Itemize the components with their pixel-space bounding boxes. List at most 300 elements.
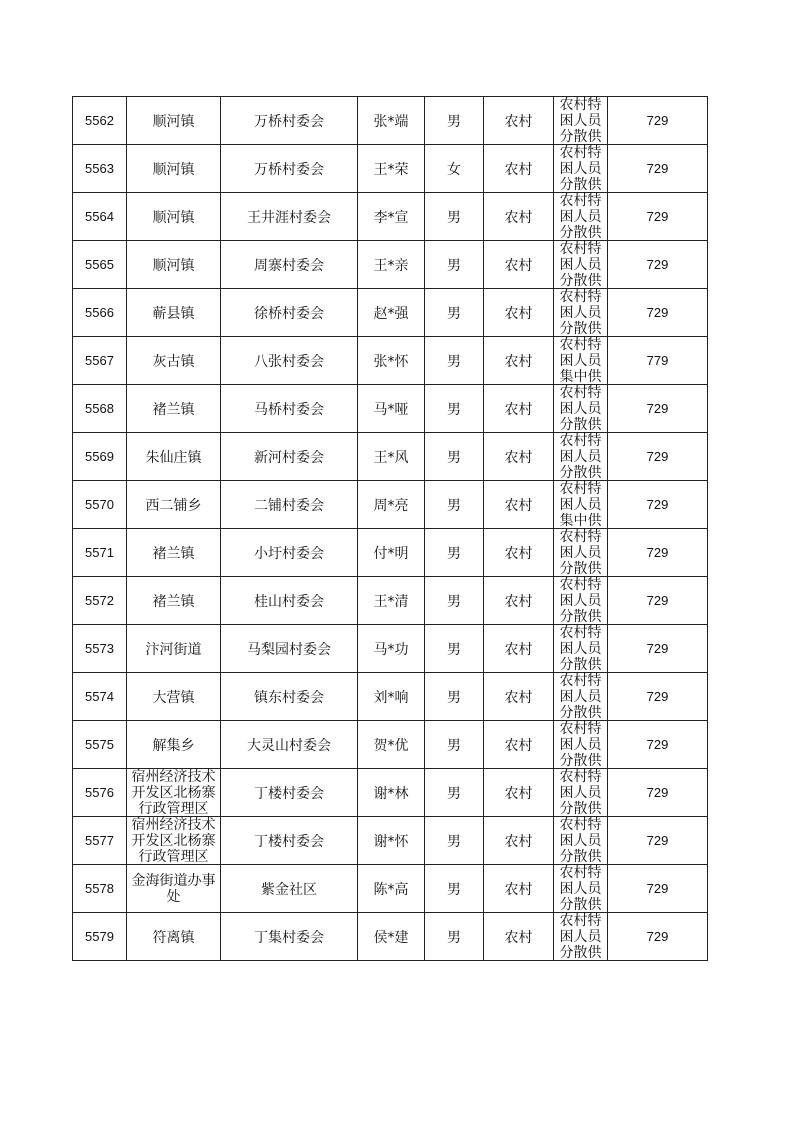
amount-cell: 729	[646, 737, 669, 752]
residence-type: 农村	[504, 689, 533, 706]
village-cell: 丁楼村委会	[254, 833, 324, 850]
amount-cell-container	[608, 529, 708, 577]
gender-cell-container	[425, 769, 484, 817]
village-cell-container	[221, 865, 358, 913]
record-id: 5570	[85, 497, 114, 512]
village-cell-container	[221, 385, 358, 433]
person-name-container	[358, 577, 425, 625]
record-id-container	[73, 769, 127, 817]
gender-cell-container	[425, 577, 484, 625]
person-name: 王*清	[373, 593, 409, 610]
town-cell-container	[127, 193, 221, 241]
gender-cell-container	[425, 529, 484, 577]
gender-cell-container	[425, 241, 484, 289]
town-cell-container	[127, 145, 221, 193]
person-name: 贺*优	[373, 737, 409, 754]
support-category: 农村特困人员分散供	[559, 865, 602, 912]
gender-cell: 男	[447, 305, 461, 322]
record-id: 5573	[85, 641, 114, 656]
amount-cell: 729	[646, 641, 669, 656]
village-cell-container	[221, 817, 358, 865]
record-id: 5564	[85, 209, 114, 224]
town-cell: 宿州经济技术开发区北杨寨行政管理区	[131, 817, 216, 864]
support-category-container	[554, 193, 608, 241]
support-category: 农村特困人员集中供	[559, 481, 602, 528]
town-cell: 西二铺乡	[145, 497, 202, 514]
person-name-container	[358, 385, 425, 433]
residence-type-container	[484, 481, 554, 529]
person-name: 张*怀	[373, 353, 409, 370]
town-cell-container	[127, 337, 221, 385]
person-name-container	[358, 817, 425, 865]
village-cell-container	[221, 337, 358, 385]
record-id: 5566	[85, 305, 114, 320]
village-cell-container	[221, 433, 358, 481]
record-id: 5565	[85, 257, 114, 272]
town-cell: 褚兰镇	[152, 593, 195, 610]
support-category-container	[554, 769, 608, 817]
village-cell-container	[221, 673, 358, 721]
support-category: 农村特困人员分散供	[559, 289, 602, 336]
record-id: 5571	[85, 545, 114, 560]
residence-type-container	[484, 769, 554, 817]
table-row	[73, 145, 708, 193]
village-cell-container	[221, 145, 358, 193]
town-cell: 顺河镇	[152, 209, 195, 226]
village-cell-container	[221, 721, 358, 769]
village-cell: 王井涯村委会	[247, 209, 331, 226]
village-cell-container	[221, 769, 358, 817]
person-name-container	[358, 241, 425, 289]
amount-cell: 729	[646, 593, 669, 608]
amount-cell: 729	[646, 833, 669, 848]
table-row	[73, 385, 708, 433]
town-cell: 汴河街道	[145, 641, 202, 658]
amount-cell-container	[608, 241, 708, 289]
village-cell: 马桥村委会	[254, 401, 324, 418]
amount-cell-container	[608, 193, 708, 241]
gender-cell: 男	[447, 929, 461, 946]
village-cell: 徐桥村委会	[254, 305, 324, 322]
record-id-container	[73, 433, 127, 481]
person-name: 李*宣	[373, 209, 409, 226]
record-id-container	[73, 865, 127, 913]
amount-cell-container	[608, 913, 708, 961]
person-name: 刘*响	[373, 689, 409, 706]
amount-cell: 729	[646, 305, 669, 320]
village-cell: 新河村委会	[254, 449, 324, 466]
amount-cell: 729	[646, 689, 669, 704]
amount-cell-container	[608, 673, 708, 721]
record-id-container	[73, 817, 127, 865]
table-body	[73, 97, 708, 961]
gender-cell-container	[425, 193, 484, 241]
gender-cell: 男	[447, 689, 461, 706]
support-category-container	[554, 817, 608, 865]
gender-cell-container	[425, 481, 484, 529]
village-cell: 丁集村委会	[254, 929, 324, 946]
village-cell-container	[221, 481, 358, 529]
gender-cell: 男	[447, 881, 461, 898]
support-category: 农村特困人员分散供	[559, 97, 602, 144]
town-cell-container	[127, 241, 221, 289]
person-name: 周*亮	[373, 497, 409, 514]
support-category-container	[554, 577, 608, 625]
table-row	[73, 241, 708, 289]
residence-type: 农村	[504, 401, 533, 418]
amount-cell-container	[608, 625, 708, 673]
support-category-container	[554, 241, 608, 289]
town-cell: 褚兰镇	[152, 401, 195, 418]
person-name: 张*端	[373, 113, 409, 130]
person-name: 谢*林	[373, 785, 409, 802]
support-category: 农村特困人员分散供	[559, 529, 602, 576]
table-row	[73, 769, 708, 817]
support-category-container	[554, 721, 608, 769]
gender-cell: 男	[447, 833, 461, 850]
village-cell-container	[221, 97, 358, 145]
table-row	[73, 865, 708, 913]
person-name: 谢*怀	[373, 833, 409, 850]
person-name-container	[358, 145, 425, 193]
support-category-container	[554, 481, 608, 529]
person-name: 侯*建	[373, 929, 409, 946]
amount-cell-container	[608, 337, 708, 385]
amount-cell: 729	[646, 929, 669, 944]
residence-type-container	[484, 241, 554, 289]
person-name-container	[358, 721, 425, 769]
village-cell: 桂山村委会	[254, 593, 324, 610]
person-name-container	[358, 433, 425, 481]
amount-cell-container	[608, 97, 708, 145]
person-name-container	[358, 289, 425, 337]
residence-type-container	[484, 913, 554, 961]
town-cell-container	[127, 433, 221, 481]
town-cell: 蕲县镇	[152, 305, 195, 322]
residence-type-container	[484, 721, 554, 769]
residence-type: 农村	[504, 545, 533, 562]
support-category: 农村特困人员分散供	[559, 673, 602, 720]
person-name: 赵*强	[373, 305, 409, 322]
town-cell: 顺河镇	[152, 257, 195, 274]
residence-type: 农村	[504, 209, 533, 226]
gender-cell-container	[425, 913, 484, 961]
village-cell-container	[221, 625, 358, 673]
record-id-container	[73, 721, 127, 769]
residence-type-container	[484, 97, 554, 145]
amount-cell: 729	[646, 209, 669, 224]
amount-cell: 779	[646, 353, 669, 368]
amount-cell: 729	[646, 161, 669, 176]
village-cell: 紫金社区	[261, 881, 317, 898]
person-name-container	[358, 673, 425, 721]
support-category: 农村特困人员分散供	[559, 577, 602, 624]
table-row	[73, 529, 708, 577]
gender-cell: 男	[447, 785, 461, 802]
amount-cell-container	[608, 865, 708, 913]
amount-cell: 729	[646, 113, 669, 128]
residence-type: 农村	[504, 881, 533, 898]
residence-type-container	[484, 289, 554, 337]
record-id: 5574	[85, 689, 114, 704]
support-category: 农村特困人员分散供	[559, 193, 602, 240]
amount-cell-container	[608, 385, 708, 433]
village-cell-container	[221, 289, 358, 337]
gender-cell-container	[425, 673, 484, 721]
record-id-container	[73, 385, 127, 433]
support-category-container	[554, 97, 608, 145]
support-category: 农村特困人员分散供	[559, 625, 602, 672]
support-category: 农村特困人员分散供	[559, 241, 602, 288]
table-row	[73, 337, 708, 385]
gender-cell: 男	[447, 209, 461, 226]
residence-type: 农村	[504, 593, 533, 610]
town-cell-container	[127, 625, 221, 673]
support-category: 农村特困人员分散供	[559, 433, 602, 480]
person-name-container	[358, 625, 425, 673]
support-category-container	[554, 433, 608, 481]
support-category: 农村特困人员集中供	[559, 337, 602, 384]
residence-type: 农村	[504, 161, 533, 178]
amount-cell-container	[608, 817, 708, 865]
residence-type: 农村	[504, 641, 533, 658]
support-category-container	[554, 385, 608, 433]
table-row	[73, 433, 708, 481]
person-name-container	[358, 529, 425, 577]
village-cell: 大灵山村委会	[247, 737, 331, 754]
village-cell-container	[221, 577, 358, 625]
residence-type: 农村	[504, 497, 533, 514]
support-category-container	[554, 625, 608, 673]
record-id: 5569	[85, 449, 114, 464]
table-row	[73, 97, 708, 145]
record-id-container	[73, 241, 127, 289]
record-id-container	[73, 289, 127, 337]
table-row	[73, 481, 708, 529]
amount-cell-container	[608, 769, 708, 817]
town-cell: 顺河镇	[152, 113, 195, 130]
town-cell-container	[127, 769, 221, 817]
residence-type: 农村	[504, 833, 533, 850]
gender-cell: 男	[447, 545, 461, 562]
amount-cell: 729	[646, 449, 669, 464]
record-id: 5567	[85, 353, 114, 368]
village-cell-container	[221, 193, 358, 241]
person-name-container	[358, 769, 425, 817]
residence-type-container	[484, 673, 554, 721]
town-cell: 大营镇	[152, 689, 195, 706]
village-cell-container	[221, 241, 358, 289]
residence-type-container	[484, 433, 554, 481]
town-cell-container	[127, 97, 221, 145]
residence-type: 农村	[504, 353, 533, 370]
records-table	[72, 96, 708, 961]
support-category-container	[554, 289, 608, 337]
gender-cell-container	[425, 337, 484, 385]
village-cell: 镇东村委会	[254, 689, 324, 706]
record-id: 5562	[85, 113, 114, 128]
gender-cell: 男	[447, 641, 461, 658]
table-row	[73, 673, 708, 721]
gender-cell: 女	[447, 161, 461, 178]
person-name: 王*风	[373, 449, 409, 466]
record-id: 5578	[85, 881, 114, 896]
residence-type: 农村	[504, 305, 533, 322]
person-name-container	[358, 97, 425, 145]
amount-cell-container	[608, 481, 708, 529]
residence-type: 农村	[504, 785, 533, 802]
residence-type-container	[484, 865, 554, 913]
table-row	[73, 625, 708, 673]
gender-cell-container	[425, 433, 484, 481]
gender-cell: 男	[447, 497, 461, 514]
residence-type: 农村	[504, 113, 533, 130]
town-cell: 符离镇	[152, 929, 195, 946]
town-cell-container	[127, 913, 221, 961]
support-category-container	[554, 865, 608, 913]
residence-type-container	[484, 193, 554, 241]
support-category: 农村特困人员分散供	[559, 913, 602, 960]
village-cell: 丁楼村委会	[254, 785, 324, 802]
table-row	[73, 577, 708, 625]
town-cell: 宿州经济技术开发区北杨寨行政管理区	[131, 769, 216, 816]
record-id-container	[73, 625, 127, 673]
village-cell: 周寨村委会	[254, 257, 324, 274]
support-category-container	[554, 145, 608, 193]
residence-type-container	[484, 337, 554, 385]
person-name: 付*明	[373, 545, 409, 562]
town-cell-container	[127, 721, 221, 769]
village-cell-container	[221, 913, 358, 961]
person-name: 王*亲	[373, 257, 409, 274]
gender-cell: 男	[447, 353, 461, 370]
person-name-container	[358, 193, 425, 241]
record-id: 5577	[85, 833, 114, 848]
table-row	[73, 721, 708, 769]
support-category-container	[554, 913, 608, 961]
support-category-container	[554, 337, 608, 385]
amount-cell: 729	[646, 497, 669, 512]
residence-type: 农村	[504, 257, 533, 274]
gender-cell: 男	[447, 593, 461, 610]
support-category-container	[554, 529, 608, 577]
village-cell: 万桥村委会	[254, 113, 324, 130]
residence-type-container	[484, 577, 554, 625]
table-row	[73, 817, 708, 865]
town-cell: 解集乡	[152, 737, 195, 754]
town-cell: 褚兰镇	[152, 545, 195, 562]
person-name-container	[358, 865, 425, 913]
person-name: 王*荣	[373, 161, 409, 178]
village-cell: 万桥村委会	[254, 161, 324, 178]
table-row	[73, 913, 708, 961]
gender-cell-container	[425, 817, 484, 865]
person-name-container	[358, 481, 425, 529]
village-cell-container	[221, 529, 358, 577]
person-name: 马*哑	[373, 401, 409, 418]
amount-cell: 729	[646, 401, 669, 416]
residence-type-container	[484, 625, 554, 673]
table-row	[73, 289, 708, 337]
record-id-container	[73, 529, 127, 577]
village-cell: 二铺村委会	[254, 497, 324, 514]
record-id: 5576	[85, 785, 114, 800]
record-id: 5572	[85, 593, 114, 608]
gender-cell-container	[425, 865, 484, 913]
amount-cell-container	[608, 145, 708, 193]
gender-cell-container	[425, 625, 484, 673]
gender-cell: 男	[447, 257, 461, 274]
gender-cell: 男	[447, 449, 461, 466]
gender-cell: 男	[447, 113, 461, 130]
village-cell: 马梨园村委会	[247, 641, 331, 658]
town-cell: 顺河镇	[152, 161, 195, 178]
gender-cell-container	[425, 385, 484, 433]
residence-type-container	[484, 817, 554, 865]
gender-cell-container	[425, 145, 484, 193]
record-id-container	[73, 145, 127, 193]
support-category: 农村特困人员分散供	[559, 769, 602, 816]
gender-cell-container	[425, 721, 484, 769]
support-category: 农村特困人员分散供	[559, 145, 602, 192]
residence-type: 农村	[504, 929, 533, 946]
support-category: 农村特困人员分散供	[559, 385, 602, 432]
support-category-container	[554, 673, 608, 721]
town-cell-container	[127, 865, 221, 913]
support-category: 农村特困人员分散供	[559, 817, 602, 864]
town-cell-container	[127, 817, 221, 865]
record-id: 5575	[85, 737, 114, 752]
town-cell-container	[127, 673, 221, 721]
person-name: 陈*高	[373, 881, 409, 898]
village-cell: 八张村委会	[254, 353, 324, 370]
amount-cell: 729	[646, 545, 669, 560]
record-id: 5579	[85, 929, 114, 944]
amount-cell: 729	[646, 881, 669, 896]
record-id-container	[73, 577, 127, 625]
person-name-container	[358, 337, 425, 385]
town-cell-container	[127, 481, 221, 529]
amount-cell-container	[608, 433, 708, 481]
record-id-container	[73, 481, 127, 529]
residence-type-container	[484, 529, 554, 577]
town-cell: 灰古镇	[152, 353, 195, 370]
amount-cell-container	[608, 577, 708, 625]
record-id: 5563	[85, 161, 114, 176]
amount-cell-container	[608, 721, 708, 769]
town-cell-container	[127, 289, 221, 337]
town-cell-container	[127, 385, 221, 433]
record-id: 5568	[85, 401, 114, 416]
residence-type-container	[484, 145, 554, 193]
gender-cell-container	[425, 289, 484, 337]
village-cell: 小圩村委会	[254, 545, 324, 562]
person-name: 马*功	[373, 641, 409, 658]
gender-cell: 男	[447, 401, 461, 418]
town-cell-container	[127, 529, 221, 577]
person-name-container	[358, 913, 425, 961]
support-category: 农村特困人员分散供	[559, 721, 602, 768]
residence-type: 农村	[504, 449, 533, 466]
record-id-container	[73, 337, 127, 385]
town-cell: 金海街道办事处	[131, 872, 216, 905]
town-cell: 朱仙庄镇	[145, 449, 202, 466]
record-id-container	[73, 913, 127, 961]
record-id-container	[73, 193, 127, 241]
amount-cell: 729	[646, 257, 669, 272]
amount-cell: 729	[646, 785, 669, 800]
table-row	[73, 193, 708, 241]
